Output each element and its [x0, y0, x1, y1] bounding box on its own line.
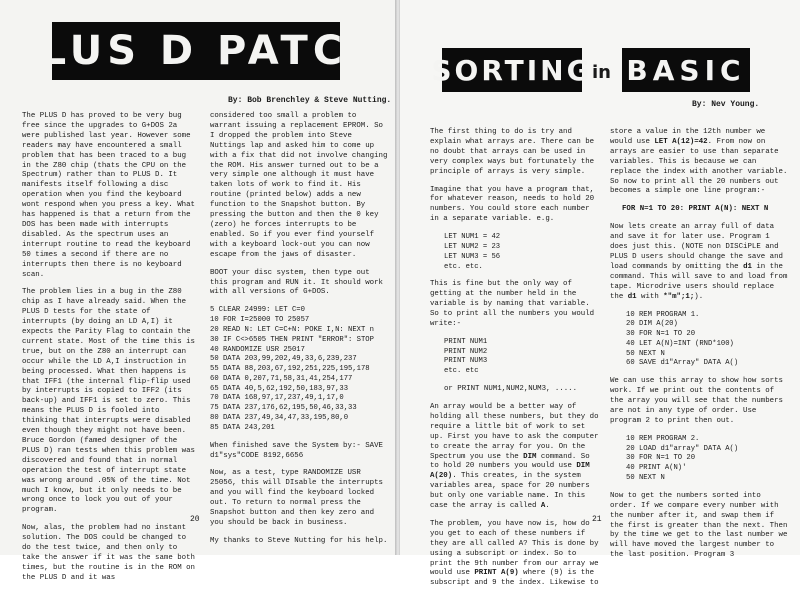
code-line: 50 DATA 203,99,202,49,33,6,239,237 — [210, 355, 357, 364]
program-2-listing — [626, 435, 788, 484]
code-line: 20 DIM A(20) — [626, 320, 678, 329]
let-statement: LET A(12)=42 — [654, 137, 708, 146]
code-line: 30 FOR N=1 TO 20 — [626, 330, 696, 339]
paragraph: My thanks to Steve Nutting for his help. — [210, 536, 388, 545]
page-number-right: 21 — [592, 515, 602, 524]
patch-basic-listing — [210, 306, 388, 433]
code-line: 40 PRINT A(N)' — [626, 464, 687, 473]
variables-example — [444, 233, 602, 272]
code-line: 75 DATA 237,176,62,195,50,46,33,33 — [210, 404, 357, 413]
code-line: 10 FOR I=25000 TO 25057 — [210, 316, 310, 325]
code-line: 85 DATA 243,201 — [210, 423, 275, 432]
paragraph: Now, alas, the problem had no instant solution. The DOS could be changed to do the test twice, and then only to take the answer if it was the same both times, but the routine is in the ROM on the PLUS D and it was — [22, 524, 195, 582]
left-page — [0, 0, 396, 582]
code-line: 55 DATA 88,203,67,192,251,225,195,178 — [210, 365, 370, 374]
title-in-word: in — [592, 62, 611, 83]
code-line: 20 READ N: LET C=C+N: POKE I,N: NEXT n — [210, 325, 374, 334]
paragraph: Now to get the numbers sorted into order. If we compare every number with the number after it, and swap them if the first is greater than the next. Then by the time we get to the last number we will have moved the largest number to the last position. Program 3 — [610, 491, 788, 560]
paragraph: Now lets create an array full of data and save it for later use. Program 1 does just this. (NOTE non DISCiPLE and PLUS D users should change the save and load commands by omitting the d1 in the command. This will save to and load from tape. Microdrive users should replace the d1 with *"m";1;). — [610, 223, 788, 301]
code-line: 80 DATA 237,49,34,47,33,195,80,0 — [210, 414, 349, 423]
paragraph: store a value in the 12th number we would use LET A(12)=42. From now on arrays are easier to use than separate variables. This is because we can replace the index with another variable. So now to print all the 20 numbers out becomes a simple one line program:- — [610, 128, 788, 196]
page-number-left: 20 — [190, 515, 200, 524]
code-line: 50 NEXT N — [626, 349, 665, 358]
basic-title: BASIC — [626, 53, 746, 87]
paragraph: BOOT your disc system, then type out this program and RUN it. It should work with all versions of G+DOS. — [210, 268, 383, 297]
paragraph: Imagine that you have a program that, for whatever reason, needs to hold 20 numbers. You could store each number in a separate variable. e.g. — [430, 185, 595, 224]
sorting-title: SORTING — [431, 53, 593, 87]
print-statement: PRINT A(9) — [474, 569, 519, 578]
right-page — [400, 0, 800, 588]
code-line: PRINT NUM3 — [444, 357, 488, 366]
program-1-listing — [626, 311, 788, 370]
code-line: LET NUM1 = 42 — [444, 233, 501, 242]
code-line: 50 NEXT N — [626, 474, 665, 482]
code-line: etc. etc. — [444, 262, 483, 271]
code-line: LET NUM3 = 56 — [444, 252, 501, 261]
code-line: 60 DATA 0,207,71,58,31,41,254,177 — [210, 374, 353, 383]
paragraph: This is fine but the only way of getting at the number held in the variable is by naming that variable. So to print all the numbers you would write:- — [430, 280, 595, 328]
sorting-title-block — [431, 48, 593, 92]
code-line: PRINT NUM1 — [444, 337, 488, 346]
paragraph: The problem lies in a bug in the Z80 chip as I have already said. When the PLUS D tests for the state of interrupts (by doing an LD A,I) it expects the Parity Flag to contain the current state. Most of the time this is true, but on the Z80 an interrupt can occur while the LD A,I instruction in being processed. What then happens is that IFF1 (the internal flip-flip used by interrupts is copied to IFF2 (its back-up) and IFF1 is set to zero. This means the PLUS D is fooled into thinking that interrupts were disabled even though they might not have been. Bruce Gordon (famed designer of the PLUS D) ran tests when this problem was discovered and found that in normal operation the test of interrupt state was wrong around .05% of the time. Not much I know, but it only needs to be wrong once to lock you out of your program. — [22, 288, 195, 515]
paragraph: or PRINT NUM1,NUM2,NUM3, ..... — [444, 385, 578, 394]
paragraph: An array would be a better way of holding all these numbers, but they do require a little bit of work to set up. First you have to ask the computer to create the array for you. On the Spectrum you use the DIM command. So to hold 20 numbers you would use DIM A(20). This creates, in the system variables area, space for 20 numbers but only one variable name. In this case the array is called A. — [430, 402, 599, 511]
basic-title-block — [622, 48, 750, 92]
paragraph: When finished save the System by:- SAVE d1"sys"CODE 8192,6656 — [210, 441, 383, 460]
dim-keyword: DIM — [523, 452, 537, 461]
paragraph: The first thing to do is try and explain what arrays are. There can be no doubt that arrays can be used in very complex ways but fortunately the principle of arrays is very simple. — [430, 128, 595, 176]
paragraph: Now, as a test, type RANDOMIZE USR 25056, this will DIsable the interrupts and you will find the keyboard locked out. To return to normal press the Snapshot button and then key zero and you should be back in business. — [210, 469, 383, 528]
code-line: 5 CLEAR 24999: LET C=0 — [210, 306, 305, 315]
plus-d-patch-banner — [6, 22, 386, 80]
code-line: 70 DATA 168,97,17,237,49,1,17,0 — [210, 394, 344, 403]
left-column-1 — [22, 112, 198, 592]
paragraph: The problem, you have now is, how do you get to each of these numbers if they are all called A? This is done by using a subscript or index. So to print the 9th number from our array we would use PRINT A(9) where (9) is the subscript and 9 the index. Likewise to — [430, 519, 599, 588]
print-example — [444, 338, 602, 377]
left-byline: By: Bob Brenchley & Steve Nutting. — [228, 96, 392, 105]
code-line: 40 RANDOMIZE USR 25017 — [210, 345, 305, 354]
code-line: 60 SAVE d1"Array" DATA A() — [626, 359, 739, 368]
dim-statement: DIM A(20) — [430, 462, 590, 481]
paragraph: considered too small a problem to warrant issuing a replacement EPROM. So I dropped the problem into Steve Nuttings lap and asked him to come up with a fix that did not involve changing the ROM. His answer turned out to be a very simple one although it must have taken lots of work to find it. His routine (printed below) adds a new function to the Snapshot button. By pressing the button and then the 0 key (zero) he forces interrupts to be enabled. So if you ever find yourself with a keyboard lock-out you can now escape from the jaws of disaster. — [210, 112, 388, 259]
code-line: PRINT NUM2 — [444, 347, 488, 356]
right-column-2 — [610, 128, 788, 569]
right-byline: By: Nev Young. — [692, 100, 760, 109]
code-line: 65 DATA 40,5,62,192,50,183,97,33 — [210, 384, 349, 393]
code-line: 10 REM PROGRAM 2. — [626, 434, 700, 443]
code-line: LET NUM2 = 23 — [444, 242, 501, 251]
array-name: A — [540, 502, 546, 511]
code-line: 10 REM PROGRAM 1. — [626, 310, 700, 319]
paragraph: We can use this array to show how sorts work. If we print out the contents of the array you will see that the numbers are not in any type of order. Use program 2 to print then out. — [610, 377, 783, 425]
left-article-title: PLUS D PATCH — [6, 28, 386, 74]
right-column-1 — [430, 128, 602, 597]
code-line: 30 IF C<>6505 THEN PRINT "ERROR": STOP — [210, 335, 374, 344]
code-line: 40 LET A(N)=INT (RND*100) — [626, 339, 734, 348]
left-column-2 — [210, 112, 388, 555]
for-loop-statement: FOR N=1 TO 20: PRINT A(N): NEXT N — [622, 205, 769, 214]
code-line: 20 LOAD d1"array" DATA A() — [626, 444, 739, 453]
paragraph: The PLUS D has proved to be very bug free since the upgrades to G+DOS 2a were published last year. However some readers may have encountered a small problem that has been traced to a bug in the Z80 chip (thats the CPU on the Spectrum) rather than to PLUS D. It manifests itself following a disc operation when you find the keyboard wont respond when you press a key. What has happened is that a return from the DOS has been made with interrupts disabled. As the spectrum uses an interrupt routine to read the keyboard 50 times a second if there are no interrupts then there is no keyboard scan. — [22, 112, 195, 279]
code-line: etc. etc — [444, 367, 479, 376]
code-line: 30 FOR N=1 TO 20 — [626, 454, 696, 463]
